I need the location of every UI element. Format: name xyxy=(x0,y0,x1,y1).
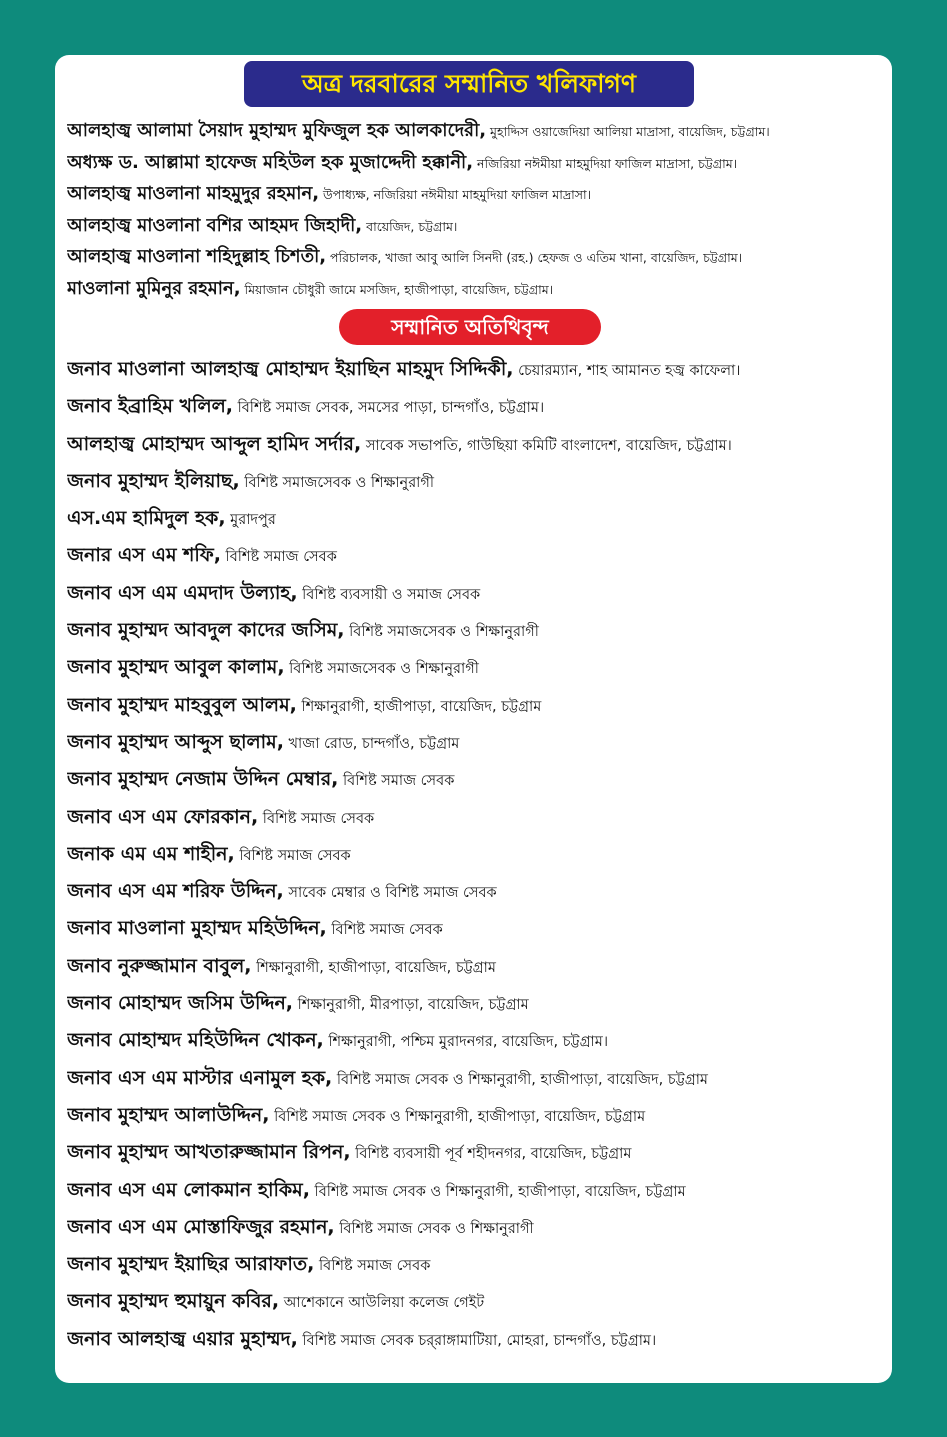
guest-desc: বিশিষ্ট সমাজ সেবক চর্‌রাঙ্গামাটিয়া, মোহরা, চান্দগাঁও, চট্টগ্রাম। xyxy=(297,1332,657,1349)
guest-item xyxy=(67,985,885,1022)
guest-name: জনাব মুহাম্মদ নেজাম উদ্দিন মেম্বার, xyxy=(67,768,339,791)
guest-desc: শিক্ষানুরাগী, হাজীপাড়া, বায়েজিদ, চট্টগ্রাম xyxy=(251,959,496,976)
guest-name: জনাব নুরুজ্জামান বাবুল, xyxy=(67,954,252,977)
guest-desc: বিশিষ্ট সমাজ সেবক xyxy=(338,773,455,790)
guest-name: জনাব মুহাম্মদ ইলিয়াছ, xyxy=(67,469,240,492)
guest-desc: চেয়ারম্যান, শাহ আমানত হজ্ব কাফেলা। xyxy=(513,363,741,379)
guest-desc: সাবেক সভাপতি, গাউছিয়া কমিটি বাংলাদেশ, বায়েজিদ, চট্টগ্রাম। xyxy=(361,437,732,454)
guest-item xyxy=(67,649,885,686)
guest-name: জনাব এস এম মোস্তাফিজুর রহমান, xyxy=(67,1215,335,1238)
guest-name: জনাব মুহাম্মদ হুমায়ুন কবির, xyxy=(67,1290,280,1313)
khalifa-title-banner: অত্র দরবারের সম্মানিত খলিফাগণ xyxy=(244,61,694,107)
khalifa-item xyxy=(67,273,885,305)
guest-name: এস.এম হামিদুল হক, xyxy=(67,507,226,530)
guest-desc: বিশিষ্ট সমাজ সেবক ও শিক্ষানুরাগী, হাজীপাড়া, বায়েজিদ, চট্টগ্রাম xyxy=(269,1108,646,1125)
guest-desc: বিশিষ্ট সমাজ সেবক xyxy=(314,1258,431,1275)
khalifa-item xyxy=(67,210,885,242)
guest-desc: বিশিষ্ট ব্যবসায়ী ও সমাজ সেবক xyxy=(297,586,481,603)
guest-item xyxy=(67,1209,885,1246)
guest-item xyxy=(67,500,885,537)
guest-name: জনাব মাওলানা আলহাজ্ব মোহাম্মদ ইয়াছিন মাহমুদ সিদ্দিকী, xyxy=(67,358,514,380)
guest-name: জনাব মুহাম্মদ আলাউদ্দিন, xyxy=(67,1103,270,1126)
guest-name: জনাক এম এম শাহীন, xyxy=(67,842,235,865)
guest-desc: শিক্ষানুরাগী, পশ্চিম মুরাদনগর, বায়েজিদ, চট্টগ্রাম। xyxy=(323,1034,609,1051)
guest-name: জনাব মুহাম্মদ আবুল কালাম, xyxy=(67,656,285,679)
guest-desc: বিশিষ্ট সমাজ সেবক xyxy=(258,810,375,827)
guest-desc: বিশিষ্ট সমাজসেবক ও শিক্ষানুরাগী xyxy=(239,474,435,491)
guest-item xyxy=(67,724,885,761)
guest-item xyxy=(67,612,885,649)
guest-item xyxy=(67,910,885,947)
poster-card xyxy=(55,55,892,1383)
guest-name: জনাব মোহাম্মদ জসিম উদ্দিন, xyxy=(67,992,294,1015)
guest-item xyxy=(67,1134,885,1171)
guest-item xyxy=(67,761,885,798)
khalifa-name: আলহাজ্ব মাওলানা বশির আহমদ জিহাদী, xyxy=(67,214,363,236)
guest-desc: বিশিষ্ট সমাজসেবক ও শিক্ষানুরাগী xyxy=(284,661,479,678)
guest-desc: বিশিষ্ট সমাজসেবক ও শিক্ষানুরাগী xyxy=(344,624,539,641)
guest-name: জনাব মোহাম্মদ মহিউদ্দিন খোকন, xyxy=(67,1029,324,1052)
guest-name: জনাব মুহাম্মদ আখতারুজ্জামান রিপন, xyxy=(67,1141,351,1164)
guest-name: জনাব এস এম ফোরকান, xyxy=(67,805,259,828)
khalifa-desc: বায়েজিদ, চট্টগ্রাম। xyxy=(362,218,458,234)
guest-item xyxy=(67,687,885,724)
khalifa-desc: পরিচালক, খাজা আবু আলি সিনদী (রহ.) হেফজ ও এতিম খানা, বায়েজিদ, চট্টগ্রাম। xyxy=(326,250,743,265)
khalifa-name: আলহাজ্ব মাওলানা শহিদুল্লাহ চিশতী, xyxy=(67,246,327,267)
guest-desc: বিশিষ্ট সমাজ সেবক ও শিক্ষানুরাগী xyxy=(334,1220,534,1237)
khalifa-item xyxy=(67,115,885,147)
guest-desc: বিশিষ্ট সমাজ সেবক xyxy=(326,922,443,939)
khalifa-name: আলহাজ্ব মাওলানা মাহমুদুর রহমান, xyxy=(67,183,320,204)
guest-item xyxy=(67,1097,885,1134)
guest-item xyxy=(67,426,885,463)
guest-item xyxy=(67,463,885,500)
guest-item xyxy=(67,537,885,574)
khalifa-name: অধ্যক্ষ ড. আল্লামা হাফেজ মহিউল হক মুজাদ্দেদী হক্কানী, xyxy=(67,151,474,173)
guest-item xyxy=(67,799,885,836)
khalifa-desc: মিয়াজান চৌধুরী জামে মসজিদ, হাজীপাড়া, বায়েজিদ, চট্টগ্রাম। xyxy=(240,281,554,297)
guest-desc: বিশিষ্ট সমাজ সেবক xyxy=(220,549,337,566)
guest-item xyxy=(67,388,885,425)
guest-desc: বিশিষ্ট সমাজ সেবক ও শিক্ষানুরাগী, হাজীপাড়া, বায়েজিদ, চট্টগ্রাম xyxy=(332,1071,708,1088)
guest-desc: খাজা রোড, চান্দগাঁও, চট্টগ্রাম xyxy=(283,735,460,752)
khalifa-item xyxy=(67,147,885,179)
khalifa-item xyxy=(67,241,885,273)
guest-item xyxy=(67,351,885,388)
guest-desc: মুরাদপুর xyxy=(225,512,276,529)
guest-desc: আশেকানে আউলিয়া কলেজ গেইট xyxy=(279,1295,485,1312)
guest-item xyxy=(67,1321,885,1358)
guest-name: জনাব ইব্রাহিম খলিল, xyxy=(67,395,233,418)
guest-item xyxy=(67,1172,885,1209)
khalifa-list xyxy=(67,115,885,304)
guest-name: জনাব এস এম মাস্টার এনামুল হক, xyxy=(67,1066,333,1089)
khalifa-name: মাওলানা মুমিনুর রহমান, xyxy=(67,277,241,299)
guest-desc: শিক্ষানুরাগী, হাজীপাড়া, বায়েজিদ, চট্টগ্রাম xyxy=(296,698,542,715)
guest-name: জনাব মাওলানা মুহাম্মদ মহিউদ্দিন, xyxy=(67,917,327,940)
guests-title-banner: সম্মানিত অতিথিবৃন্দ xyxy=(339,309,601,345)
guest-name: জনাব মুহাম্মদ ইয়াছির আরাফাত, xyxy=(67,1253,315,1276)
guest-desc: সাবেক মেম্বার ও বিশিষ্ট সমাজ সেবক xyxy=(283,885,497,902)
guest-name: জনাব এস এম এমদাদ উল্যাহ, xyxy=(67,581,298,604)
guest-name: জনাব মুহাম্মদ আবদুল কাদের জসিম, xyxy=(67,619,345,642)
guest-name: জনাব এস এম শরিফ উদ্দিন, xyxy=(67,880,284,903)
guest-desc: বিশিষ্ট ব্যবসায়ী পূর্ব শহীদনগর, বায়েজিদ, চট্টগ্রাম xyxy=(350,1146,632,1163)
guest-desc: শিক্ষানুরাগী, মীরপাড়া, বায়েজিদ, চট্টগ্রাম xyxy=(293,997,529,1014)
khalifa-desc: মুহাদ্দিস ওয়াজেদিয়া আলিয়া মাদ্রাসা, বায়েজিদ, চট্টগ্রাম। xyxy=(486,124,770,139)
guest-name: জনাব আলহাজ্ব এয়ার মুহাম্মদ, xyxy=(67,1327,298,1350)
khalifa-desc: নজিরিয়া নঈমীয়া মাহমুদিয়া ফাজিল মাদ্রাসা, চট্টগ্রাম। xyxy=(473,155,738,171)
guest-item xyxy=(67,1022,885,1059)
guest-desc: বিশিষ্ট সমাজ সেবক, সমসের পাড়া, চান্দগাঁও, চট্টগ্রাম। xyxy=(232,400,545,417)
guest-desc: বিশিষ্ট সমাজ সেবক ও শিক্ষানুরাগী, হাজীপাড়া, বায়েজিদ, চট্টগ্রাম xyxy=(309,1183,686,1200)
guest-item xyxy=(67,575,885,612)
guest-name: জনার এস এম শফি, xyxy=(67,544,221,567)
guest-item xyxy=(67,948,885,985)
guest-name: জনাব মুহাম্মদ মাহবুবুল আলম, xyxy=(67,693,297,716)
guest-desc: বিশিষ্ট সমাজ সেবক xyxy=(234,847,351,864)
guest-item xyxy=(67,873,885,910)
guest-item xyxy=(67,1283,885,1320)
guest-item xyxy=(67,1246,885,1283)
guests-list xyxy=(67,351,885,1358)
khalifa-name: আলহাজ্ব আলামা সৈয়াদ মুহাম্মদ মুফিজুল হক আলকাদেরী, xyxy=(67,120,487,141)
guest-item xyxy=(67,1060,885,1097)
guest-item xyxy=(67,836,885,873)
guest-name: জনাব এস এম লোকমান হাকিম, xyxy=(67,1178,310,1201)
khalifa-item xyxy=(67,178,885,210)
guest-name: জনাব মুহাম্মদ আব্দুস ছালাম, xyxy=(67,730,284,753)
guest-name: আলহাজ্ব মোহাম্মদ আব্দুল হামিদ সর্দার, xyxy=(67,432,362,455)
khalifa-desc: উপাধ্যক্ষ, নজিরিয়া নঈমীয়া মাহমুদিয়া ফাজিল মাদ্রাসা। xyxy=(319,187,592,202)
